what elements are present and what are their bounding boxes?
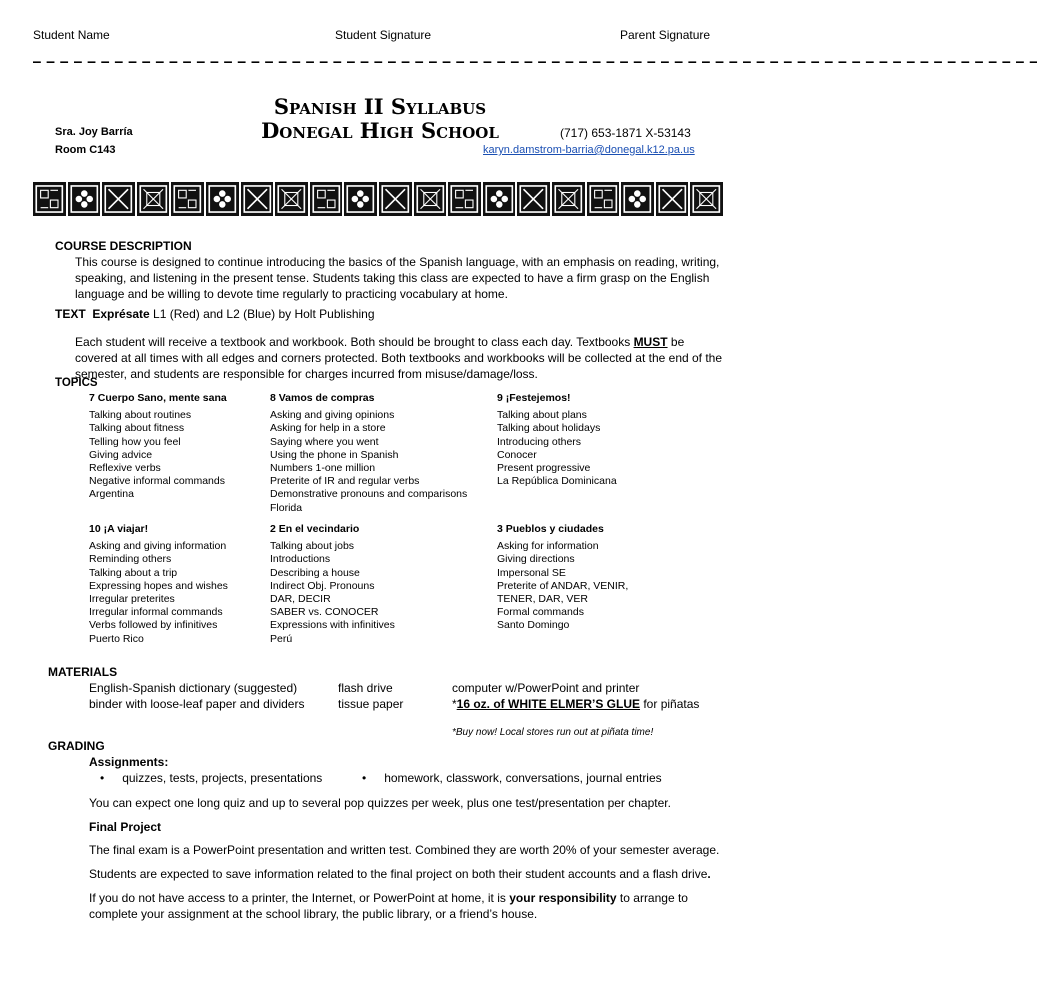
glue-note: *Buy now! Local stores run out at piñata time! <box>452 727 654 738</box>
topic-unit-7 <box>89 392 227 502</box>
topic-item: Preterite of ANDAR, VENIR, <box>497 579 629 592</box>
topic-item: Telling how you feel <box>89 435 181 448</box>
grading-heading: GRADING <box>48 739 105 753</box>
cut-line: – – – – – – – – – – – – – – – – – – – – – – – – – – – – – – – – – – – – – – – – – – – – – – – – – – – – – – – – – – – – – – – – – – – – – – – – – – <box>33 55 1037 70</box>
bullet-text: • homework, classwork, conversations, journal entries <box>362 770 662 786</box>
page-title <box>250 95 510 143</box>
topic-item: Giving advice <box>89 448 153 461</box>
topic-title: 8 Vamos de compras <box>270 392 375 404</box>
ornament-tile <box>552 182 585 216</box>
student-signature-label: Student Signature <box>335 28 432 42</box>
topic-item: Florida <box>270 501 303 514</box>
topic-item: Demonstrative pronouns and comparisons <box>270 488 468 501</box>
responsibility-emphasis: your responsibility <box>509 891 617 905</box>
room-number: Room C143 <box>55 144 116 156</box>
topic-item: Asking and giving information <box>89 540 227 553</box>
materials-col-2 <box>338 680 403 712</box>
topic-item: Negative informal commands <box>89 475 225 488</box>
materials-heading: MATERIALS <box>48 665 118 679</box>
ornament-tile <box>379 182 412 216</box>
material-item: tissue paper <box>338 697 404 711</box>
topic-title: 9 ¡Festejemos! <box>497 392 571 404</box>
topic-item: Asking and giving opinions <box>270 409 395 422</box>
ornament-tile <box>241 182 274 216</box>
topic-title: 7 Cuerpo Sano, mente sana <box>89 392 227 404</box>
ornament-tile <box>517 182 550 216</box>
final-project-p2 <box>89 866 729 882</box>
final-p3-a: If you do not have access to a printer, the Internet, or PowerPoint at home, it is <box>89 891 510 905</box>
decorative-border <box>33 182 723 216</box>
topic-item: Talking about plans <box>497 409 587 422</box>
ornament-tile <box>483 182 516 216</box>
materials-col-3 <box>452 680 699 712</box>
topic-item: Saying where you went <box>270 435 379 448</box>
topic-item: Numbers 1-one million <box>270 462 376 475</box>
topic-item: Reflexive verbs <box>89 462 161 475</box>
topic-item: Asking for help in a store <box>270 422 386 435</box>
course-description-text: This course is designed to continue introducing the basics of the Spanish language, with an emphasis on reading, writing, speaking, and listening in the present tense. Students taking this class are expected to have a firm grasp on the English language and be willing to devote time regularly to practicing vocabulary at home. <box>75 255 720 301</box>
assignment-bullet-2 <box>362 770 662 786</box>
topic-item: Argentina <box>89 488 134 501</box>
quiz-expectation: You can expect one long quiz and up to several pop quizzes per week, plus one test/presentation per chapter. <box>89 796 671 810</box>
topic-item: Preterite of IR and regular verbs <box>270 475 420 488</box>
ornament-tile <box>310 182 343 216</box>
final-project-heading: Final Project <box>89 820 162 834</box>
topic-unit-3 <box>497 523 628 633</box>
topic-item: SABER vs. CONOCER <box>270 606 379 619</box>
glue-emphasis: 16 oz. of WHITE ELMER’S GLUE <box>456 697 641 711</box>
topic-unit-9 <box>497 392 617 488</box>
email-link-wrap <box>483 144 695 156</box>
topic-item: TENER, DAR, VER <box>497 593 589 606</box>
topic-item: La República Dominicana <box>497 475 617 488</box>
topic-item: Irregular preterites <box>89 593 175 606</box>
material-item: English-Spanish dictionary (suggested) <box>89 681 298 695</box>
topic-title: 2 En el vecindario <box>270 523 360 535</box>
textbook-detail: L1 (Red) and L2 (Blue) by Holt Publishing <box>149 307 375 321</box>
ornament-tile <box>275 182 308 216</box>
assignments-heading: Assignments: <box>89 755 169 769</box>
material-item-glue <box>452 696 699 712</box>
glue-rest: for piñatas <box>640 697 700 711</box>
topic-item: Reminding others <box>89 553 172 566</box>
glue-asterisk: * <box>452 697 457 711</box>
ornament-tile <box>448 182 481 216</box>
topic-item: Talking about holidays <box>497 422 601 435</box>
ornament-tile <box>68 182 101 216</box>
ornament-tile <box>137 182 170 216</box>
title-line-2: Donegal High School <box>261 118 499 143</box>
ornament-tile <box>414 182 447 216</box>
ornament-tile <box>344 182 377 216</box>
teacher-name: Sra. Joy Barría <box>55 126 133 138</box>
final-p2-text: Students are expected to save information related to the final project on both their student accounts and a flash drive <box>89 867 708 881</box>
topic-item: Talking about a trip <box>89 566 178 579</box>
textbook-para-a: Each student will receive a textbook and workbook. Both should be brought to class each day. Textbooks <box>75 335 634 349</box>
topic-item: Verbs followed by infinitives <box>89 619 218 632</box>
ornament-tile <box>102 182 135 216</box>
topic-item: Talking about fitness <box>89 422 185 435</box>
topic-item: Puerto Rico <box>89 632 144 645</box>
ornament-tile <box>33 182 66 216</box>
phone-number: (717) 653-1871 X-53143 <box>560 126 691 140</box>
topic-item: DAR, DECIR <box>270 593 331 606</box>
topic-item: Giving directions <box>497 553 575 566</box>
topics-heading: TOPICS <box>55 377 98 389</box>
ornament-tile <box>587 182 620 216</box>
topic-title: 10 ¡A viajar! <box>89 523 149 535</box>
materials-col-1 <box>89 680 304 712</box>
textbook-para-b: be covered at all times with all edges and corners protected. Both textbooks and workbooks will be collected at the end of the semester, and students are responsible for charges incurred from misuse/damage/loss. <box>75 335 723 381</box>
textbook-title: Exprésate <box>92 307 150 321</box>
text-line <box>55 306 375 322</box>
topic-title: 3 Pueblos y ciudades <box>497 523 604 535</box>
topic-unit-8 <box>270 392 467 515</box>
topic-unit-10 <box>89 523 228 646</box>
topic-unit-2 <box>270 523 395 646</box>
final-p2-period: . <box>707 867 711 881</box>
material-item: binder with loose-leaf paper and dividers <box>89 697 305 711</box>
topic-item: Conocer <box>497 448 537 461</box>
topic-item: Indirect Obj. Pronouns <box>270 579 375 592</box>
topic-item: Perú <box>270 632 293 645</box>
topic-item: Expressions with infinitives <box>270 619 395 632</box>
parent-signature-label: Parent Signature <box>620 28 711 42</box>
topic-item: Present progressive <box>497 462 591 475</box>
text-heading: TEXT <box>55 307 86 321</box>
textbook-paragraph <box>75 334 725 382</box>
title-line-1: Spanish II Syllabus <box>273 94 487 119</box>
course-description-heading: COURSE DESCRIPTION <box>55 239 192 253</box>
ornament-tile <box>171 182 204 216</box>
topic-item: Expressing hopes and wishes <box>89 579 228 592</box>
final-p3-c: to arrange to complete your assignment at the school library, the public library, or a friend’s house. <box>89 891 688 921</box>
ornament-tile <box>621 182 654 216</box>
topic-item: Irregular informal commands <box>89 606 223 619</box>
email-link[interactable]: karyn.damstrom-barria@donegal.k12.pa.us <box>483 144 695 156</box>
final-project-p1: The final exam is a PowerPoint presentation and written test. Combined they are worth 20% of your semester average. <box>89 843 720 857</box>
topic-item: Talking about routines <box>89 409 192 422</box>
topic-item: Asking for information <box>497 540 599 553</box>
final-project-p3 <box>89 890 729 922</box>
must-emphasis: MUST <box>633 335 668 349</box>
bullet-text: • quizzes, tests, projects, presentations <box>100 770 322 786</box>
ornament-tile <box>206 182 239 216</box>
topic-item: Introductions <box>270 553 331 566</box>
ornament-tile <box>690 182 723 216</box>
topic-item: Describing a house <box>270 566 360 579</box>
topic-item: Formal commands <box>497 606 584 619</box>
material-item: computer w/PowerPoint and printer <box>452 681 640 695</box>
topic-item: Impersonal SE <box>497 566 566 579</box>
student-name-label: Student Name <box>33 28 110 42</box>
material-item: flash drive <box>338 681 393 695</box>
topic-item: Santo Domingo <box>497 619 570 632</box>
assignment-bullet-1 <box>100 770 322 786</box>
topic-item: Using the phone in Spanish <box>270 448 399 461</box>
topic-item: Talking about jobs <box>270 540 355 553</box>
ornament-tile <box>656 182 689 216</box>
topic-item: Introducing others <box>497 435 582 448</box>
